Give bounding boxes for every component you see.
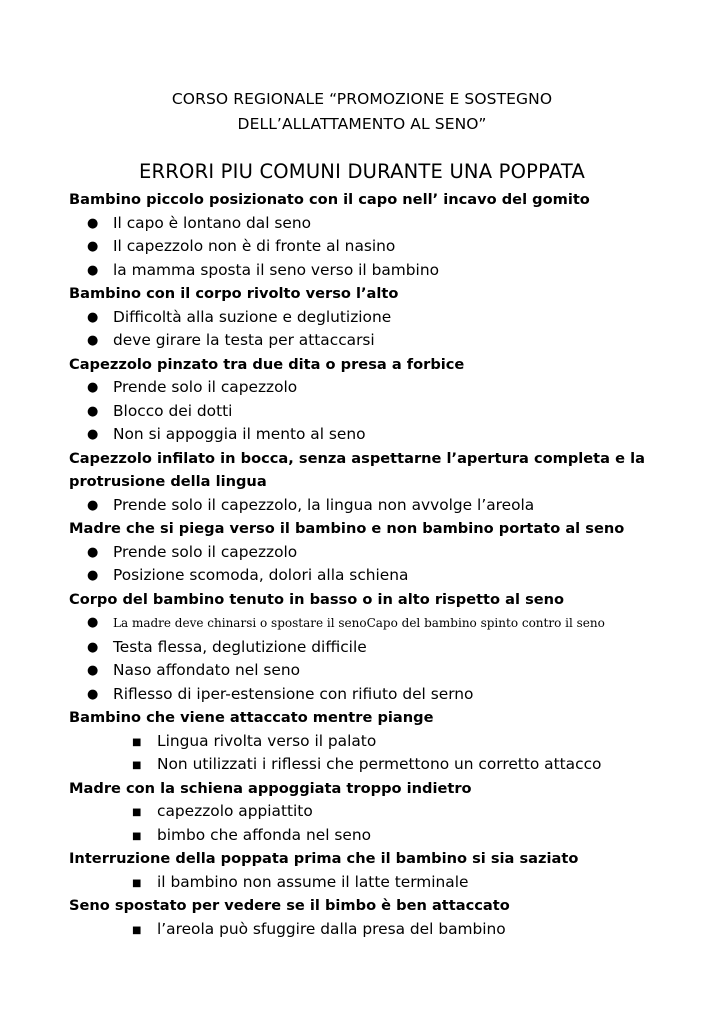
list-item: ● Testa flessa, deglutizione difficile [69,636,669,660]
section-heading: Corpo del bambino tenuto in basso o in alto rispetto al seno [69,590,565,608]
section-heading: Capezzolo pinzato tra due dita o presa a forbice [69,355,465,373]
list-item: ■ capezzolo appiattito [69,800,669,824]
list-item: ● La madre deve chinarsi o spostare il senoCapo del bambino spinto contro il seno [69,611,669,636]
list-item: ● Posizione scomoda, dolori alla schiena [69,564,669,588]
bullet-square-icon: ■ [132,736,142,748]
list-item: ● Naso affondato nel seno [69,659,669,683]
bullet-square-icon: ■ [132,830,142,842]
list-item: ● Il capezzolo non è di fronte al nasino [69,235,669,259]
section [69,588,669,707]
bullet-dot-icon: ● [87,663,99,678]
list-item: ● Riflesso di iper-estensione con rifiuto del serno [69,683,669,707]
list-item: ■ bimbo che affonda nel seno [69,824,669,848]
section-heading: Bambino che viene attaccato mentre piange [69,709,434,726]
section-heading: Madre che si piega verso il bambino e non bambino portato al seno [69,520,625,537]
bullet-dot-icon: ● [87,380,99,395]
bullet-dot-icon: ● [87,427,99,442]
bullet-dot-icon: ● [87,544,99,560]
section-heading: Seno spostato per vedere se il bimbo è ben attaccato [69,897,510,914]
bullet-square-icon: ■ [132,760,142,771]
bullet-dot-icon: ● [87,639,99,655]
section-heading: Madre con la schiena appoggiata troppo indietro [69,779,472,797]
error-sections [69,188,669,941]
section-heading: Interruzione della poppata prima che il bambino si sia saziato [69,850,579,867]
list-item: ● Blocco dei dotti [69,400,669,424]
section-heading: Capezzolo infilato in bocca, senza aspettarne l’apertura completa e la protrusione della lingua [69,449,645,490]
list-item: ● Prende solo il capezzolo, la lingua non avvolge l’areola [69,494,669,518]
bullet-dot-icon: ● [87,497,99,513]
bullet-dot-icon: ● [87,309,99,325]
list-item: ■ Lingua rivolta verso il palato [69,730,669,754]
section-heading: Bambino con il corpo rivolto verso l’alto [69,285,399,302]
bullet-dot-icon: ● [87,615,99,630]
bullet-dot-icon: ● [87,333,99,348]
list-item: ■ l’areola può sfuggire dalla presa del bambino [69,918,669,942]
bullet-dot-icon: ● [87,686,99,702]
section [69,777,669,848]
section [69,282,669,353]
list-item: ● deve girare la testa per attaccarsi [69,329,669,353]
bullet-dot-icon: ● [87,403,99,419]
list-item: ■ il bambino non assume il latte terminale [69,871,669,895]
section [69,847,669,894]
section [69,517,669,588]
section [69,894,669,941]
section [69,706,669,777]
section [69,188,669,282]
list-item: ● Non si appoggia il mento al seno [69,423,669,447]
section [69,447,669,518]
list-item: ■ Non utilizzati i riflessi che permettono un corretto attacco [69,753,669,777]
course-header-line-1: CORSO REGIONALE “PROMOZIONE E SOSTEGNO [171,90,553,108]
section [69,353,669,447]
bullet-square-icon: ■ [132,807,142,818]
list-item: ● Il capo è lontano dal seno [69,212,669,236]
bullet-dot-icon: ● [87,239,99,254]
section-heading: Bambino piccolo posizionato con il capo nell’ incavo del gomito [69,191,590,208]
bullet-dot-icon: ● [87,262,99,278]
list-item: ● Prende solo il capezzolo [69,376,669,400]
course-header-line-2: DELL’ALLATTAMENTO AL SENO” [237,115,487,133]
bullet-square-icon: ■ [132,924,142,936]
list-item: ● la mamma sposta il seno verso il bambino [69,259,669,283]
page-title: ERRORI PIU COMUNI DURANTE UNA POPPATA [139,160,585,183]
list-item: ● Difficoltà alla suzione e deglutizione [69,306,669,330]
list-item: ● Prende solo il capezzolo [69,541,669,565]
bullet-square-icon: ■ [132,877,142,889]
bullet-dot-icon: ● [87,215,99,231]
bullet-dot-icon: ● [87,568,99,583]
